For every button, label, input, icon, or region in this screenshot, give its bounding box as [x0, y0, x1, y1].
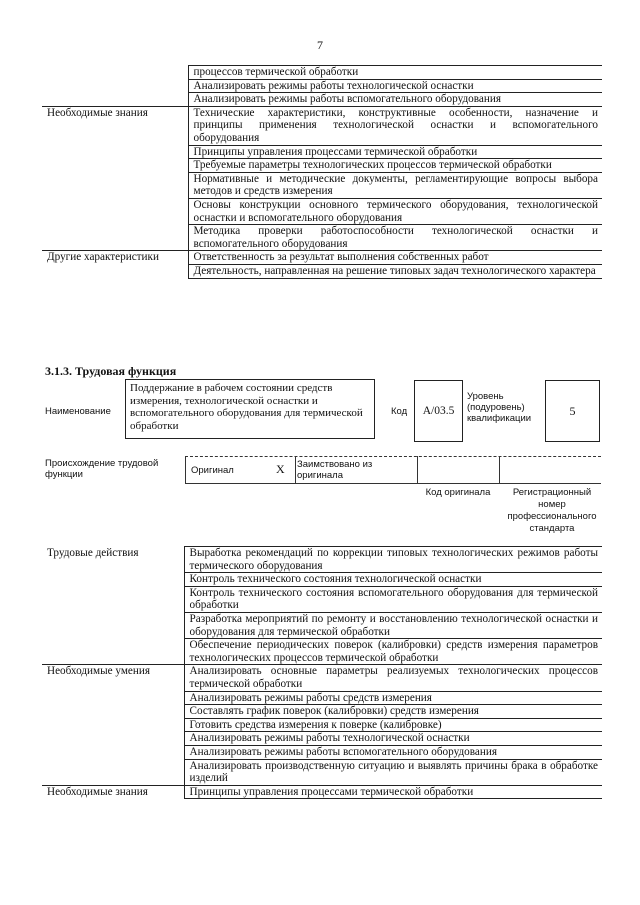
- table-row: [42, 172, 602, 198]
- origin-label: Происхождение трудовой функции: [45, 458, 159, 480]
- table-row: [42, 93, 602, 107]
- row-text: Основы конструкции основного термического оборудования, технологической оснастки и вспомогательного оборудования: [188, 198, 602, 224]
- competency-table-continued: [42, 65, 602, 279]
- section-title: 3.1.3. Трудовая функция: [45, 364, 177, 378]
- row-text: Анализировать режимы работы технологической оснастки: [184, 732, 602, 746]
- table-row: [42, 573, 602, 587]
- row-label: Необходимые умения: [42, 665, 184, 691]
- row-label: [42, 198, 188, 224]
- table-row: [42, 759, 602, 785]
- function-code-value: А/03.5: [422, 405, 455, 417]
- table-row: [42, 691, 602, 705]
- row-label: [42, 691, 184, 705]
- row-text: Готовить средства измерения к поверке (калибровке): [184, 718, 602, 732]
- table-row: [42, 612, 602, 638]
- table-row: [42, 145, 602, 159]
- table-row: [42, 79, 602, 93]
- table-row: [42, 251, 602, 265]
- function-name-value: Поддержание в рабочем состоянии средств измерения, технологической оснастки и вспомогательного оборудования для термической обработки: [130, 382, 363, 432]
- origin-divider-3: [499, 456, 500, 483]
- table-row: [42, 586, 602, 612]
- row-label: [42, 718, 184, 732]
- borrowed-label: Заимствовано из оригинала: [297, 459, 373, 481]
- row-text: Анализировать режимы работы вспомогательного оборудования: [184, 745, 602, 759]
- table-row: [42, 639, 602, 665]
- row-text: Принципы управления процессами термической обработки: [188, 145, 602, 159]
- table-row: [42, 66, 602, 80]
- row-text: Анализировать производственную ситуацию и выявлять причины брака в обработке изделий: [184, 759, 602, 785]
- row-text: Разработка мероприятий по ремонту и восстановлению технологической оснастки и оборудования для термической обработки: [184, 612, 602, 638]
- origin-divider-2: [417, 456, 418, 483]
- row-label: [42, 732, 184, 746]
- row-label: [42, 639, 184, 665]
- row-label: Другие характеристики: [42, 251, 188, 265]
- table-row: [42, 264, 602, 278]
- row-text: Контроль технического состояния технологической оснастки: [184, 573, 602, 587]
- row-label: [42, 705, 184, 719]
- origin-row-left-border: [185, 456, 186, 483]
- row-text: Контроль технического состояния вспомогательного оборудования для термической обработки: [184, 586, 602, 612]
- row-text: Выработка рекомендаций по коррекции типовых технологических режимов работы термического оборудования: [184, 547, 602, 573]
- labor-function-table: [42, 546, 602, 799]
- level-box: [545, 380, 600, 442]
- row-label: [42, 759, 184, 785]
- original-label: Оригинал: [191, 465, 234, 476]
- row-text: Ответственность за результат выполнения собственных работ: [188, 251, 602, 265]
- row-label: [42, 612, 184, 638]
- function-code-box: [414, 380, 463, 442]
- table-row: [42, 718, 602, 732]
- origin-divider-1: [295, 456, 296, 483]
- row-label: Необходимые знания: [42, 106, 188, 145]
- table-row: [42, 705, 602, 719]
- table-row: [42, 225, 602, 251]
- row-text: Анализировать режимы работы вспомогательного оборудования: [188, 93, 602, 107]
- row-label: [42, 93, 188, 107]
- row-text: Нормативные и методические документы, регламентирующие вопросы выбора методов и средств измерения: [188, 172, 602, 198]
- table-row: [42, 785, 602, 799]
- row-label: [42, 172, 188, 198]
- row-label: [42, 79, 188, 93]
- original-mark: X: [276, 462, 285, 476]
- row-text: Методика проверки работоспособности технологической оснастки и вспомогательного оборудования: [188, 225, 602, 251]
- row-label: [42, 145, 188, 159]
- name-label: Наименование: [45, 406, 111, 417]
- code-original-caption: Код оригинала: [425, 487, 491, 498]
- row-text: Анализировать режимы работы технологической оснастки: [188, 79, 602, 93]
- row-text: Анализировать основные параметры реализуемых технологических процессов термической обработки: [184, 665, 602, 691]
- reg-number-caption: Регистрационный номер профессионального стандарта: [507, 487, 597, 534]
- row-label: [42, 573, 184, 587]
- row-label: [42, 66, 188, 80]
- row-text: Анализировать режимы работы средств измерения: [184, 691, 602, 705]
- row-text: Составлять график поверок (калибровки) средств измерения: [184, 705, 602, 719]
- table-row: [42, 547, 602, 573]
- row-text: Принципы управления процессами термической обработки: [184, 785, 602, 799]
- code-label: Код: [391, 406, 408, 417]
- row-text: процессов термической обработки: [188, 66, 602, 80]
- table-row: [42, 159, 602, 173]
- row-label: Трудовые действия: [42, 547, 184, 573]
- page-number: 7: [317, 38, 323, 52]
- level-value: 5: [569, 403, 576, 418]
- function-name-box: [125, 379, 375, 439]
- origin-row-bottom-border: [185, 483, 601, 484]
- table-row: [42, 198, 602, 224]
- origin-row-top-border: [185, 456, 601, 457]
- row-label: [42, 586, 184, 612]
- row-label: [42, 225, 188, 251]
- level-label: Уровень (подуровень) квалификации: [467, 391, 532, 424]
- row-label: [42, 159, 188, 173]
- table-row: [42, 745, 602, 759]
- table-row: [42, 732, 602, 746]
- row-text: Обеспечение периодических поверок (калибровки) средств измерения параметров технологических процессов термической обработки: [184, 639, 602, 665]
- table-row: [42, 665, 602, 691]
- row-text: Требуемые параметры технологических процессов термической обработки: [188, 159, 602, 173]
- table-row: [42, 106, 602, 145]
- row-label: [42, 745, 184, 759]
- row-label: [42, 264, 188, 278]
- row-text: Технические характеристики, конструктивные особенности, назначение и принципы применения технологической оснастки и вспомогательного оборудования: [188, 106, 602, 145]
- row-label: Необходимые знания: [42, 785, 184, 799]
- row-text: Деятельность, направленная на решение типовых задач технологического характера: [188, 264, 602, 278]
